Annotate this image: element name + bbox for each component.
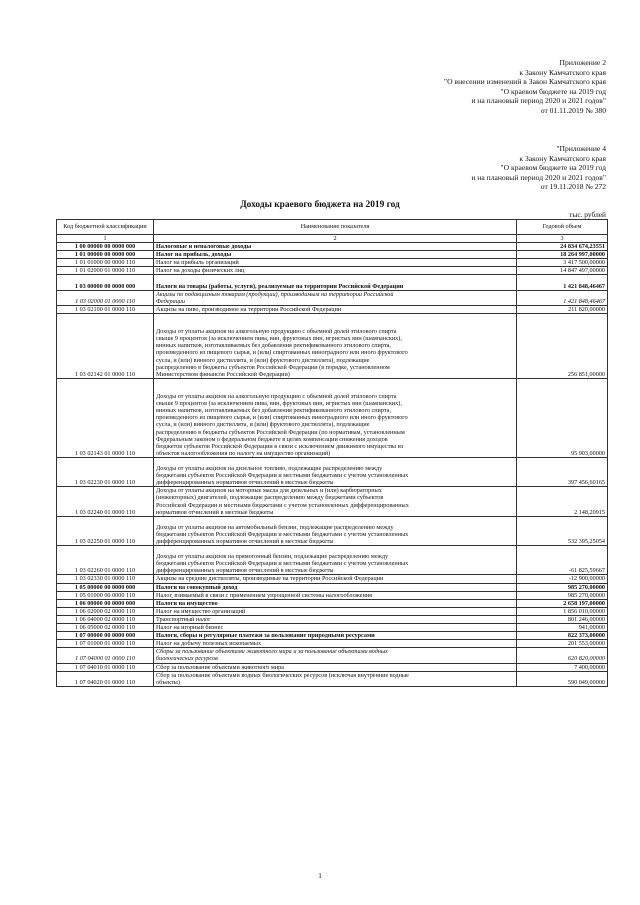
indicator-name-cell: [154, 516, 517, 545]
indicator-name-cell: [154, 624, 517, 632]
annual-amount-cell: 2 658 197,00000: [517, 599, 608, 607]
indicator-name-cell: [154, 607, 517, 615]
budget-code-cell: 1 07 01000 01 0000 110: [57, 640, 154, 648]
budget-revenue-table: [56, 219, 608, 687]
annual-amount-cell: 985 270,00000: [517, 591, 608, 599]
indicator-name-cell: [154, 251, 517, 259]
table-row: [57, 313, 608, 378]
indicator-name-cell: [154, 640, 517, 648]
column-number-3: 3: [517, 235, 608, 243]
annual-amount-cell: -12 900,00000: [517, 575, 608, 583]
table-row: [57, 251, 608, 259]
table-row: [57, 607, 608, 615]
indicator-name-text: Доходы от уплаты акцизов на автомобильный бензин, подлежащие распределению между бюджетами субъектов Российской Федерации и местными бюджетами с учетом установленных дифференцированных нормативов отчислений в местные бюджеты: [156, 523, 409, 545]
annual-amount-cell: 201 553,00000: [517, 640, 608, 648]
indicator-name-cell: [154, 243, 517, 251]
annual-amount-cell: 941,00000: [517, 624, 608, 632]
indicator-name-text: Налог на прибыль организаций: [156, 259, 239, 267]
indicator-name-text: Доходы от уплаты акцизов на дизельное топливо, подлежащие распределению между бюджетами субъектов Российской Федерации и местными бюджетами с учетом установленных дифференцированных нормативов отчислений в местные бюджеты: [156, 465, 409, 487]
column-header-code: Код бюджетной классификации: [57, 220, 154, 235]
header-line: от 19.11.2018 № 272: [540, 182, 606, 192]
header-line: "Приложение 4: [556, 144, 606, 153]
annual-amount-cell: -61 825,59667: [517, 546, 608, 575]
annual-amount-cell: 801 246,00000: [517, 615, 608, 623]
indicator-name-text: Налог на доходы физических лиц: [156, 267, 245, 275]
document-title: Доходы краевого бюджета на 2019 год: [240, 200, 400, 210]
column-header-amount: Годовой объем: [517, 220, 608, 235]
indicator-name-cell: [154, 599, 517, 607]
header-line: и на плановый период 2020 и 2021 годов": [471, 172, 606, 182]
annual-amount-cell: 7 400,00000: [517, 663, 608, 671]
indicator-name-text: Налоги на имущество: [156, 599, 218, 607]
indicator-name-cell: [154, 583, 517, 591]
table-row: [57, 243, 608, 251]
table-row: [57, 487, 608, 516]
annual-amount-cell: 822 373,00000: [517, 632, 608, 640]
indicator-name-cell: [154, 267, 517, 275]
indicator-name-text: Налог на добычу полезных ископаемых: [156, 640, 262, 648]
annual-amount-cell: 256 851,00000: [517, 313, 608, 378]
annual-amount-cell: 590 049,00000: [517, 671, 608, 686]
header-line: к Закону Камчатского края: [519, 67, 606, 77]
budget-code-cell: 1 07 04020 01 0000 110: [57, 671, 154, 686]
budget-code-cell: 1 01 00000 00 0000 000: [57, 251, 154, 259]
table-row: [57, 575, 608, 583]
appendix-header-original: [471, 144, 606, 192]
indicator-name-text: Доходы от уплаты акцизов на прямогонный бензин, подлежащие распределению между бюджетами субъектов Российской Федерации и местными бюджетами с учетом установленных дифференцированных нормативов отчислений в местные бюджеты: [156, 553, 409, 575]
annual-amount-cell: 1 421 848,46467: [517, 275, 608, 290]
header-line: "О краевом бюджете на 2019 год: [500, 86, 606, 96]
table-header-row: [57, 220, 608, 235]
column-header-name: Наименование показателя: [154, 220, 517, 235]
indicator-name-cell: [154, 663, 517, 671]
table-row: [57, 583, 608, 591]
indicator-name-cell: [154, 457, 517, 486]
indicator-name-cell: [154, 305, 517, 313]
table-row: [57, 457, 608, 486]
budget-code-cell: 1 03 02143 01 0000 110: [57, 378, 154, 457]
table-row: [57, 516, 608, 545]
header-line: "О внесении изменений в Закон Камчатского края: [444, 77, 606, 87]
indicator-name-text: Налог на прибыль, доходы: [156, 251, 232, 259]
budget-code-cell: 1 03 02142 01 0000 110: [57, 313, 154, 378]
annual-amount-cell: 211 820,00000: [517, 305, 608, 313]
indicator-name-text: Акцизы на средние дистилляты, производимые на территории Российской Федерации: [156, 575, 384, 583]
indicator-name-cell: [154, 546, 517, 575]
column-number-2: 2: [154, 235, 517, 243]
indicator-name-text: Акцизы на пиво, производимое на территории Российской Федерации: [156, 305, 342, 313]
indicator-name-cell: [154, 648, 517, 663]
indicator-name-cell: [154, 487, 517, 516]
column-number-1: 1: [57, 235, 154, 243]
budget-code-cell: 1 07 04000 01 0000 110: [57, 648, 154, 663]
annual-amount-cell: 3 417 500,00000: [517, 259, 608, 267]
table-row: [57, 591, 608, 599]
header-line: "О краевом бюджете на 2019 год: [500, 163, 606, 173]
page-number: 1: [318, 872, 322, 880]
budget-code-cell: 1 03 00000 00 0000 000: [57, 275, 154, 290]
table-row: [57, 546, 608, 575]
budget-code-cell: 1 03 02330 01 0000 110: [57, 575, 154, 583]
annual-amount-cell: 620 820,00000: [517, 648, 608, 663]
table-row: [57, 663, 608, 671]
table-row: [57, 305, 608, 313]
table-row: [57, 648, 608, 663]
budget-code-cell: 1 03 02230 01 0000 110: [57, 457, 154, 486]
annual-amount-cell: 18 264 997,00000: [517, 251, 608, 259]
budget-code-cell: 1 01 02000 01 0000 110: [57, 267, 154, 275]
table-row: [57, 378, 608, 457]
appendix-header-current: [444, 58, 606, 116]
indicator-name-cell: [154, 259, 517, 267]
indicator-name-text: Доходы от уплаты акцизов на алкогольную продукцию с объемной долей этилового спирта свыше 9 процентов (за исключением пива, вин, фруктовых вин, игристых вин (шампанских), винных напитков, изготавливаемых без добавления ректификованного этилового спирта, произведенного из пищевого сырья, и (или) спиртованных виноградного или иного фруктового сусла, и (или) винного дистиллята, и (или) фруктового дистиллята), подлежащие распределению в бюджеты субъектов Российской Федерации (в порядке, установленном Министерством финансов Российской Федерации): [156, 328, 408, 378]
annual-amount-cell: 1 856 010,00000: [517, 607, 608, 615]
table-row: [57, 632, 608, 640]
budget-code-cell: 1 07 04010 01 0000 110: [57, 663, 154, 671]
unit-label: тыс. рублей: [569, 210, 606, 219]
indicator-name-text: Доходы от уплаты акцизов на алкогольную продукцию с объемной долей этилового спирта свыше 9 процентов (за исключением пива, вин, фруктовых вин, игристых вин (шампанских), винных напитков, изготавливаемых без добавления ректификованного этилового спирта, произведенного из пищевого сырья, и (или) спиртованных виноградного или иного фруктового сусла, и (или) винного дистиллята, и (или) фруктового дистиллята), подлежащие распределению в бюджеты субъектов Российской Федерации (по нормативам, установленным Федеральным законом о федеральном бюджете в целях компенсации снижения доходов бюджетов субъектов Российской Федерации в связи с исключением движимого имущества из объектов налогообложения по налогу на имущество организаций): [156, 393, 408, 457]
budget-code-cell: 1 06 04000 02 0000 110: [57, 615, 154, 623]
indicator-name-cell: [154, 671, 517, 686]
indicator-name-text: Налог на имущество организаций: [156, 607, 246, 615]
table-row: [57, 599, 608, 607]
indicator-name-cell: [154, 313, 517, 378]
budget-code-cell: 1 03 02250 01 0000 110: [57, 516, 154, 545]
indicator-name-text: Налоги на товары (работы, услуги), реализуемые на территории Российской Федерации: [156, 282, 404, 290]
indicator-name-text: Налог на игорный бизнес: [156, 624, 224, 632]
annual-amount-cell: 14 847 497,00000: [517, 267, 608, 275]
indicator-name-text: Акцизы по подакцизным товарам (продукции), производимым на территории Российской Федерации: [156, 290, 394, 305]
budget-code-cell: 1 06 00000 00 0000 000: [57, 599, 154, 607]
indicator-name-cell: [154, 615, 517, 623]
annual-amount-cell: 24 834 674,23551: [517, 243, 608, 251]
table-column-numbers-row: [57, 235, 608, 243]
header-line: и на плановый период 2020 и 2021 годов": [471, 96, 606, 106]
indicator-name-cell: [154, 632, 517, 640]
indicator-name-text: Доходы от уплаты акцизов на моторные масла для дизельных и (или) карбюраторных (инжекторных) двигателей, подлежащие распределению между бюджетами субъектов Российской Федерации и местными бюджетами с учетом установленных дифференцированных нормативов отчислений в местные бюджеты: [156, 487, 409, 516]
indicator-name-text: Налоговые и неналоговые доходы: [156, 243, 252, 251]
table-row: [57, 290, 608, 305]
indicator-name-text: Налоги на совокупный доход: [156, 583, 238, 591]
table-row: [57, 259, 608, 267]
indicator-name-cell: [154, 575, 517, 583]
budget-code-cell: 1 06 05000 02 0000 110: [57, 624, 154, 632]
budget-code-cell: 1 03 02000 01 0000 110: [57, 290, 154, 305]
header-line: Приложение 2: [559, 58, 606, 67]
indicator-name-text: Налог, взимаемый в связи с применением упрощенной системы налогообложения: [156, 591, 372, 599]
indicator-name-cell: [154, 378, 517, 457]
table-row: [57, 615, 608, 623]
budget-code-cell: 1 05 01000 00 0000 110: [57, 591, 154, 599]
indicator-name-text: Сбор за пользование объектами животного мира: [156, 663, 284, 671]
budget-code-cell: 1 03 02260 01 0000 110: [57, 546, 154, 575]
budget-code-cell: 1 06 02000 02 0000 110: [57, 607, 154, 615]
budget-code-cell: 1 05 00000 00 0000 000: [57, 583, 154, 591]
header-line: от 01.11.2019 № 380: [540, 105, 606, 115]
indicator-name-text: Сборы за пользование объектами животного мира и за пользование объектами водных биологических ресурсов: [156, 648, 388, 663]
table-row: [57, 267, 608, 275]
annual-amount-cell: 397 456,60165: [517, 457, 608, 486]
table-row: [57, 640, 608, 648]
table-row: [57, 624, 608, 632]
indicator-name-cell: [154, 275, 517, 290]
budget-code-cell: 1 00 00000 00 0000 000: [57, 243, 154, 251]
indicator-name-cell: [154, 591, 517, 599]
table-row: [57, 275, 608, 290]
budget-code-cell: 1 03 02240 01 0000 110: [57, 487, 154, 516]
annual-amount-cell: 985 270,00000: [517, 583, 608, 591]
indicator-name-text: Транспортный налог: [156, 615, 211, 623]
indicator-name-text: Налоги, сборы и регулярные платежи за пользование природными ресурсами: [156, 632, 375, 640]
indicator-name-cell: [154, 290, 517, 305]
budget-code-cell: 1 03 02100 01 0000 110: [57, 305, 154, 313]
annual-amount-cell: 1 421 848,46467: [517, 290, 608, 305]
budget-code-cell: 1 01 01000 00 0000 110: [57, 259, 154, 267]
annual-amount-cell: 532 395,25054: [517, 516, 608, 545]
annual-amount-cell: 95 903,00000: [517, 378, 608, 457]
table-row: [57, 671, 608, 686]
header-line: к Закону Камчатского края: [519, 153, 606, 163]
annual-amount-cell: 2 148,20915: [517, 487, 608, 516]
indicator-name-text: Сбор за пользование объектами водных биологических ресурсов (исключая внутренние водные объекты): [156, 671, 409, 686]
budget-code-cell: 1 07 00000 00 0000 000: [57, 632, 154, 640]
